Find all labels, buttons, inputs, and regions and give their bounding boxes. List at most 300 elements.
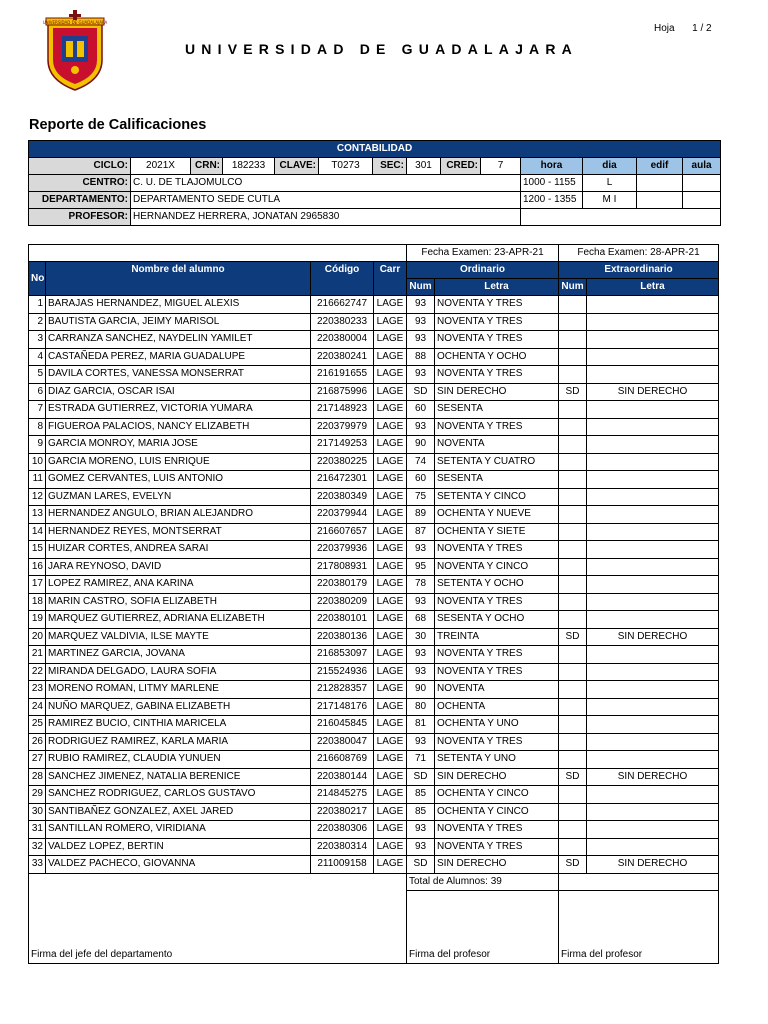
col-carr: Carr — [374, 262, 407, 296]
extra-num: SD — [559, 856, 587, 874]
cred-label: CRED: — [441, 158, 481, 175]
student-carr: LAGE — [374, 681, 407, 699]
grade-num: 93 — [407, 331, 435, 349]
extra-num — [559, 698, 587, 716]
profesor-label: PROFESOR: — [29, 209, 131, 226]
ciclo-value: 2021X — [131, 158, 191, 175]
student-name: DIAZ GARCIA, OSCAR ISAI — [46, 383, 311, 401]
col-no: No — [29, 262, 46, 296]
page-indicator — [654, 23, 712, 34]
extra-letra — [587, 733, 719, 751]
grade-letra: SESENTA — [435, 471, 559, 489]
grade-num: 60 — [407, 471, 435, 489]
dia-header: dia — [583, 158, 637, 175]
grade-num: 93 — [407, 313, 435, 331]
schedule-dia: L — [583, 175, 637, 192]
student-no: 14 — [29, 523, 46, 541]
student-no: 1 — [29, 296, 46, 314]
extra-letra — [587, 698, 719, 716]
grade-letra: NOVENTA Y TRES — [435, 663, 559, 681]
extra-letra — [587, 558, 719, 576]
student-name: RODRIGUEZ RAMIREZ, KARLA MARIA — [46, 733, 311, 751]
grade-letra: SESENTA Y OCHO — [435, 611, 559, 629]
col-name: Nombre del alumno — [46, 262, 311, 296]
student-code: 216875996 — [311, 383, 374, 401]
table-row — [29, 716, 719, 734]
student-no: 3 — [29, 331, 46, 349]
student-carr: LAGE — [374, 471, 407, 489]
student-name: MORENO ROMAN, LITMY MARLENE — [46, 681, 311, 699]
extra-letra — [587, 418, 719, 436]
student-code: 220380144 — [311, 768, 374, 786]
table-row — [29, 488, 719, 506]
student-name: DAVILA CORTES, VANESSA MONSERRAT — [46, 366, 311, 384]
student-code: 220380225 — [311, 453, 374, 471]
student-carr: LAGE — [374, 558, 407, 576]
extra-num — [559, 366, 587, 384]
crn-label: CRN: — [191, 158, 223, 175]
extra-letra — [587, 401, 719, 419]
exam-date-spacer — [29, 245, 407, 262]
student-code: 220380179 — [311, 576, 374, 594]
clave-value: T0273 — [319, 158, 373, 175]
extra-letra — [587, 296, 719, 314]
grade-letra: NOVENTA — [435, 436, 559, 454]
crn-value: 182233 — [223, 158, 275, 175]
schedule-hora: 1000 - 1155 — [521, 175, 583, 192]
grade-num: 93 — [407, 296, 435, 314]
student-name: GOMEZ CERVANTES, LUIS ANTONIO — [46, 471, 311, 489]
student-carr: LAGE — [374, 786, 407, 804]
student-no: 11 — [29, 471, 46, 489]
student-carr: LAGE — [374, 401, 407, 419]
extra-num — [559, 436, 587, 454]
student-no: 33 — [29, 856, 46, 874]
extra-num — [559, 821, 587, 839]
schedule-empty — [521, 209, 721, 226]
extra-num — [559, 751, 587, 769]
extra-num — [559, 786, 587, 804]
student-code: 217148923 — [311, 401, 374, 419]
grade-letra: NOVENTA Y TRES — [435, 821, 559, 839]
university-seal-logo — [40, 8, 110, 92]
student-name: FIGUEROA PALACIOS, NANCY ELIZABETH — [46, 418, 311, 436]
table-row — [29, 418, 719, 436]
grade-num: SD — [407, 768, 435, 786]
extra-letra — [587, 611, 719, 629]
grade-letra: OCHENTA Y UNO — [435, 716, 559, 734]
extra-num — [559, 558, 587, 576]
student-name: VALDEZ LOPEZ, BERTIN — [46, 838, 311, 856]
schedule-aula — [683, 192, 721, 209]
student-name: ESTRADA GUTIERREZ, VICTORIA YUMARA — [46, 401, 311, 419]
student-name: CARRANZA SANCHEZ, NAYDELIN YAMILET — [46, 331, 311, 349]
table-row — [29, 523, 719, 541]
extra-num — [559, 611, 587, 629]
student-carr: LAGE — [374, 436, 407, 454]
extra-letra — [587, 593, 719, 611]
grade-num: 95 — [407, 558, 435, 576]
extra-num — [559, 681, 587, 699]
student-no: 26 — [29, 733, 46, 751]
student-no: 9 — [29, 436, 46, 454]
student-carr: LAGE — [374, 313, 407, 331]
grade-num: 71 — [407, 751, 435, 769]
student-carr: LAGE — [374, 768, 407, 786]
extra-num — [559, 401, 587, 419]
student-code: 212828357 — [311, 681, 374, 699]
student-code: 214845275 — [311, 786, 374, 804]
student-code: 216191655 — [311, 366, 374, 384]
extra-num: SD — [559, 628, 587, 646]
ciclo-label: CICLO: — [29, 158, 131, 175]
student-no: 2 — [29, 313, 46, 331]
profesor-value: HERNANDEZ HERRERA, JONATAN 2965830 — [131, 209, 521, 226]
student-code: 217149253 — [311, 436, 374, 454]
extra-letra — [587, 348, 719, 366]
extra-letra — [587, 576, 719, 594]
student-code: 215524936 — [311, 663, 374, 681]
grade-letra: TREINTA — [435, 628, 559, 646]
grade-num: SD — [407, 383, 435, 401]
table-row — [29, 541, 719, 559]
student-carr: LAGE — [374, 838, 407, 856]
student-name: VALDEZ PACHECO, GIOVANNA — [46, 856, 311, 874]
student-no: 10 — [29, 453, 46, 471]
student-no: 31 — [29, 821, 46, 839]
student-code: 220380233 — [311, 313, 374, 331]
sec-value: 301 — [407, 158, 441, 175]
extra-letra — [587, 436, 719, 454]
grade-letra: NOVENTA Y TRES — [435, 313, 559, 331]
extra-letra — [587, 506, 719, 524]
student-carr: LAGE — [374, 418, 407, 436]
extra-num — [559, 716, 587, 734]
university-title: UNIVERSIDAD DE GUADALAJARA — [185, 41, 578, 57]
extra-num — [559, 593, 587, 611]
student-carr: LAGE — [374, 628, 407, 646]
student-name: SANTIBAÑEZ GONZALEZ, AXEL JARED — [46, 803, 311, 821]
student-carr: LAGE — [374, 296, 407, 314]
cred-value: 7 — [481, 158, 521, 175]
table-row — [29, 558, 719, 576]
grade-num: 89 — [407, 506, 435, 524]
student-carr: LAGE — [374, 331, 407, 349]
col-ordinario: Ordinario — [407, 262, 559, 279]
departamento-value: DEPARTAMENTO SEDE CUTLA — [131, 192, 521, 209]
table-row — [29, 663, 719, 681]
extra-num — [559, 646, 587, 664]
extra-letra — [587, 821, 719, 839]
grade-num: 87 — [407, 523, 435, 541]
extra-letra — [587, 366, 719, 384]
student-code: 216045845 — [311, 716, 374, 734]
grade-num: 30 — [407, 628, 435, 646]
student-no: 30 — [29, 803, 46, 821]
grade-num: 74 — [407, 453, 435, 471]
clave-label: CLAVE: — [275, 158, 319, 175]
extra-letra — [587, 751, 719, 769]
grade-num: 93 — [407, 541, 435, 559]
extra-num — [559, 313, 587, 331]
student-name: SANTILLAN ROMERO, VIRIDIANA — [46, 821, 311, 839]
student-name: RUBIO RAMIREZ, CLAUDIA YUNUEN — [46, 751, 311, 769]
edif-header: edif — [637, 158, 683, 175]
footer-right-space — [559, 873, 719, 890]
student-no: 8 — [29, 418, 46, 436]
grade-num: 90 — [407, 436, 435, 454]
grade-num: 88 — [407, 348, 435, 366]
grade-letra: OCHENTA Y NUEVE — [435, 506, 559, 524]
schedule-aula — [683, 175, 721, 192]
student-code: 220380101 — [311, 611, 374, 629]
table-row — [29, 313, 719, 331]
student-no: 6 — [29, 383, 46, 401]
student-carr: LAGE — [374, 751, 407, 769]
grade-num: 93 — [407, 646, 435, 664]
table-row — [29, 698, 719, 716]
grade-letra: NOVENTA Y CINCO — [435, 558, 559, 576]
student-name: HERNANDEZ ANGULO, BRIAN ALEJANDRO — [46, 506, 311, 524]
firma-jefe: Firma del jefe del departamento — [29, 947, 407, 964]
student-carr: LAGE — [374, 611, 407, 629]
grade-num: 68 — [407, 611, 435, 629]
col-xletra: Letra — [587, 279, 719, 296]
extra-num — [559, 453, 587, 471]
seal-text: UNIVERSIDAD DE GUADALAJARA — [42, 20, 108, 25]
table-row — [29, 611, 719, 629]
total-students: Total de Alumnos: 39 — [407, 873, 559, 890]
grade-letra: OCHENTA — [435, 698, 559, 716]
grade-letra: OCHENTA Y CINCO — [435, 786, 559, 804]
student-no: 25 — [29, 716, 46, 734]
student-code: 217148176 — [311, 698, 374, 716]
signature-space-profesor — [407, 890, 559, 947]
student-name: NUÑO MARQUEZ, GABINA ELIZABETH — [46, 698, 311, 716]
table-row — [29, 646, 719, 664]
exam-date-extraordinario: Fecha Examen: 28-APR-21 — [559, 245, 719, 262]
student-code: 211009158 — [311, 856, 374, 874]
extra-num — [559, 541, 587, 559]
grade-num: 93 — [407, 821, 435, 839]
grade-letra: SETENTA Y UNO — [435, 751, 559, 769]
student-name: CASTAÑEDA PEREZ, MARIA GUADALUPE — [46, 348, 311, 366]
student-no: 27 — [29, 751, 46, 769]
student-carr: LAGE — [374, 803, 407, 821]
grade-letra: NOVENTA Y TRES — [435, 296, 559, 314]
extra-letra — [587, 803, 719, 821]
extra-num — [559, 296, 587, 314]
grade-letra: OCHENTA Y SIETE — [435, 523, 559, 541]
grade-letra: NOVENTA Y TRES — [435, 733, 559, 751]
student-name: LOPEZ RAMIREZ, ANA KARINA — [46, 576, 311, 594]
extra-letra — [587, 646, 719, 664]
grades-table — [28, 244, 719, 964]
student-code: 216608769 — [311, 751, 374, 769]
extra-letra — [587, 838, 719, 856]
student-no: 19 — [29, 611, 46, 629]
grade-letra: SETENTA Y CUATRO — [435, 453, 559, 471]
extra-num — [559, 418, 587, 436]
grade-letra: OCHENTA Y OCHO — [435, 348, 559, 366]
grade-letra: NOVENTA Y TRES — [435, 418, 559, 436]
student-name: MARIN CASTRO, SOFIA ELIZABETH — [46, 593, 311, 611]
student-no: 21 — [29, 646, 46, 664]
student-name: MARTINEZ GARCIA, JOVANA — [46, 646, 311, 664]
grade-num: 85 — [407, 786, 435, 804]
col-xnum: Num — [559, 279, 587, 296]
table-row — [29, 383, 719, 401]
table-row — [29, 856, 719, 874]
student-name: BARAJAS HERNANDEZ, MIGUEL ALEXIS — [46, 296, 311, 314]
grade-num: 93 — [407, 418, 435, 436]
student-code: 216853097 — [311, 646, 374, 664]
extra-num — [559, 523, 587, 541]
student-name: JARA REYNOSO, DAVID — [46, 558, 311, 576]
student-name: GUZMAN LARES, EVELYN — [46, 488, 311, 506]
aula-header: aula — [683, 158, 721, 175]
grade-letra: SIN DERECHO — [435, 856, 559, 874]
student-carr: LAGE — [374, 856, 407, 874]
grade-letra: SIN DERECHO — [435, 768, 559, 786]
grade-num: 93 — [407, 733, 435, 751]
grade-letra: SETENTA Y CINCO — [435, 488, 559, 506]
extra-num — [559, 663, 587, 681]
table-row — [29, 366, 719, 384]
extra-num: SD — [559, 768, 587, 786]
table-row — [29, 733, 719, 751]
student-code: 216662747 — [311, 296, 374, 314]
student-name: HUIZAR CORTES, ANDREA SARAI — [46, 541, 311, 559]
table-row — [29, 821, 719, 839]
grade-letra: NOVENTA Y TRES — [435, 593, 559, 611]
table-row — [29, 296, 719, 314]
student-name: HERNANDEZ REYES, MONTSERRAT — [46, 523, 311, 541]
student-carr: LAGE — [374, 593, 407, 611]
student-no: 5 — [29, 366, 46, 384]
student-name: GARCIA MORENO, LUIS ENRIQUE — [46, 453, 311, 471]
extra-num — [559, 803, 587, 821]
grade-num: 90 — [407, 681, 435, 699]
student-carr: LAGE — [374, 506, 407, 524]
student-carr: LAGE — [374, 576, 407, 594]
student-no: 13 — [29, 506, 46, 524]
student-code: 217808931 — [311, 558, 374, 576]
col-extraordinario: Extraordinario — [559, 262, 719, 279]
grade-letra: NOVENTA Y TRES — [435, 541, 559, 559]
firma-profesor: Firma del profesor — [407, 947, 559, 964]
col-letra: Letra — [435, 279, 559, 296]
extra-num — [559, 488, 587, 506]
student-code: 220380217 — [311, 803, 374, 821]
student-no: 17 — [29, 576, 46, 594]
student-code: 220380209 — [311, 593, 374, 611]
grade-letra: NOVENTA — [435, 681, 559, 699]
extra-num — [559, 576, 587, 594]
extra-letra: SIN DERECHO — [587, 628, 719, 646]
table-row — [29, 838, 719, 856]
student-code: 216607657 — [311, 523, 374, 541]
extra-num — [559, 348, 587, 366]
grade-letra: SIN DERECHO — [435, 383, 559, 401]
student-code: 220380241 — [311, 348, 374, 366]
student-no: 12 — [29, 488, 46, 506]
student-no: 24 — [29, 698, 46, 716]
student-code: 216472301 — [311, 471, 374, 489]
table-row — [29, 751, 719, 769]
extra-num — [559, 838, 587, 856]
student-carr: LAGE — [374, 366, 407, 384]
grade-num: 93 — [407, 593, 435, 611]
departamento-label: DEPARTAMENTO: — [29, 192, 131, 209]
signature-space-profesor2 — [559, 890, 719, 947]
grade-num: 81 — [407, 716, 435, 734]
schedule-hora: 1200 - 1355 — [521, 192, 583, 209]
student-code: 220380349 — [311, 488, 374, 506]
grade-letra: SETENTA Y OCHO — [435, 576, 559, 594]
table-row — [29, 576, 719, 594]
student-name: MARQUEZ GUTIERREZ, ADRIANA ELIZABETH — [46, 611, 311, 629]
schedule-edif — [637, 175, 683, 192]
student-no: 28 — [29, 768, 46, 786]
student-carr: LAGE — [374, 698, 407, 716]
extra-num: SD — [559, 383, 587, 401]
table-row — [29, 453, 719, 471]
student-carr: LAGE — [374, 383, 407, 401]
student-no: 22 — [29, 663, 46, 681]
student-name: RAMIREZ BUCIO, CINTHIA MARICELA — [46, 716, 311, 734]
student-carr: LAGE — [374, 733, 407, 751]
student-no: 23 — [29, 681, 46, 699]
hora-header: hora — [521, 158, 583, 175]
extra-letra — [587, 331, 719, 349]
grade-letra: NOVENTA Y TRES — [435, 646, 559, 664]
student-code: 220379979 — [311, 418, 374, 436]
course-info-table — [28, 140, 721, 226]
grade-letra: SESENTA — [435, 401, 559, 419]
student-code: 220380306 — [311, 821, 374, 839]
student-name: SANCHEZ RODRIGUEZ, CARLOS GUSTAVO — [46, 786, 311, 804]
table-row — [29, 786, 719, 804]
grade-num: 78 — [407, 576, 435, 594]
table-row — [29, 803, 719, 821]
student-no: 29 — [29, 786, 46, 804]
student-code: 220379936 — [311, 541, 374, 559]
extra-letra — [587, 453, 719, 471]
student-name: SANCHEZ JIMENEZ, NATALIA BERENICE — [46, 768, 311, 786]
table-row — [29, 401, 719, 419]
student-name: BAUTISTA GARCIA, JEIMY MARISOL — [46, 313, 311, 331]
student-no: 4 — [29, 348, 46, 366]
hoja-label: Hoja — [654, 23, 675, 34]
extra-letra — [587, 786, 719, 804]
table-row — [29, 348, 719, 366]
extra-letra: SIN DERECHO — [587, 383, 719, 401]
firma-profesor-extra: Firma del profesor — [559, 947, 719, 964]
grade-num: 93 — [407, 366, 435, 384]
grade-num: 60 — [407, 401, 435, 419]
student-no: 18 — [29, 593, 46, 611]
grade-num: 93 — [407, 663, 435, 681]
table-row — [29, 593, 719, 611]
grade-letra: NOVENTA Y TRES — [435, 838, 559, 856]
grade-num: 93 — [407, 838, 435, 856]
student-no: 15 — [29, 541, 46, 559]
student-carr: LAGE — [374, 646, 407, 664]
student-name: MARQUEZ VALDIVIA, ILSE MAYTE — [46, 628, 311, 646]
student-code: 220380004 — [311, 331, 374, 349]
table-row — [29, 681, 719, 699]
